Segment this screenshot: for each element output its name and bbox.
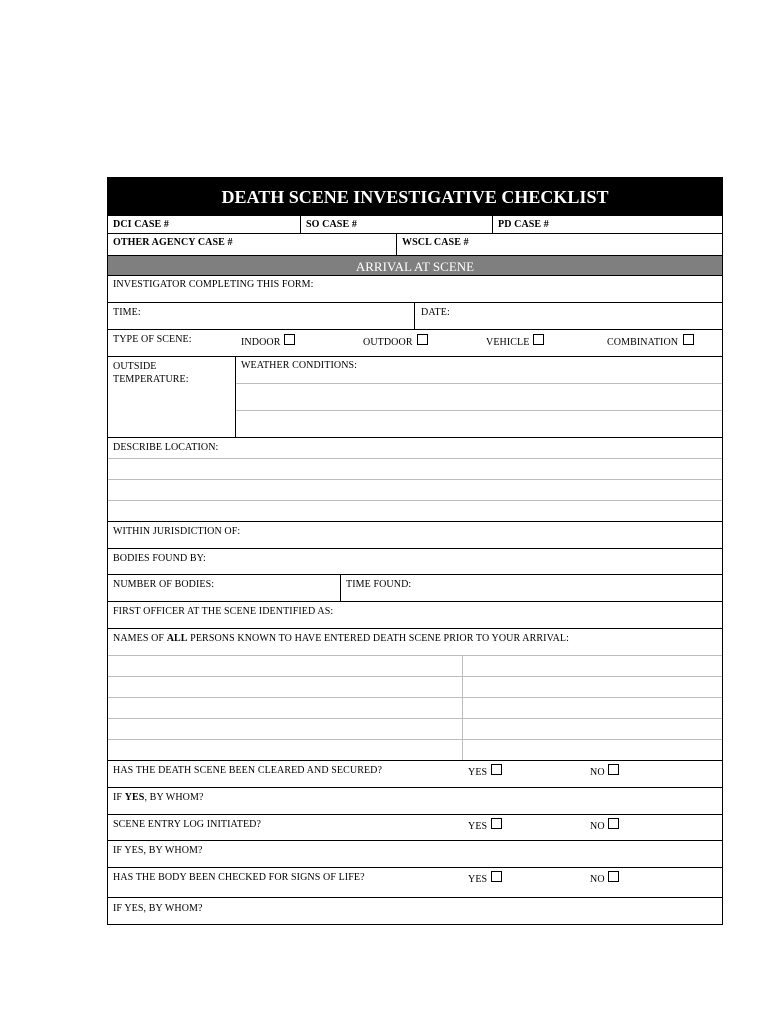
- names-line[interactable]: [108, 698, 722, 719]
- number-time-found-row: [108, 575, 722, 602]
- weather-line-2[interactable]: [236, 410, 722, 411]
- weather-line-1[interactable]: [236, 383, 722, 384]
- names-line[interactable]: [108, 656, 722, 677]
- location-line[interactable]: [108, 459, 722, 480]
- indoor-label: INDOOR: [241, 337, 281, 348]
- names-line[interactable]: [108, 740, 722, 761]
- cleared-yes-checkbox[interactable]: [491, 764, 502, 775]
- if-yes-by-whom-label: IF YES, BY WHOM?: [113, 845, 203, 856]
- within-jurisdiction-label: WITHIN JURISDICTION OF:: [113, 526, 241, 537]
- divider: [396, 234, 397, 255]
- time-label: TIME:: [113, 307, 141, 318]
- investigator-label: INVESTIGATOR COMPLETING THIS FORM:: [113, 279, 314, 290]
- entry-log-question: SCENE ENTRY LOG INITIATED?: [113, 819, 262, 830]
- so-case-label: SO CASE #: [306, 219, 357, 230]
- weather-conditions-label: WEATHER CONDITIONS:: [241, 360, 358, 371]
- signs-no-label: NO: [590, 874, 605, 885]
- type-of-scene-label: TYPE OF SCENE:: [113, 334, 192, 345]
- vehicle-checkbox[interactable]: [533, 334, 544, 345]
- first-officer-label: FIRST OFFICER AT THE SCENE IDENTIFIED AS:: [113, 606, 334, 617]
- if-yes-by-whom-label: IF YES, BY WHOM?: [113, 792, 204, 803]
- outdoor-checkbox[interactable]: [417, 334, 428, 345]
- cleared-secured-row: [108, 761, 722, 788]
- case-numbers-row-2: [108, 234, 722, 256]
- cleared-yes-label: YES: [468, 767, 488, 778]
- temperature-weather-row: [108, 357, 722, 438]
- signs-of-life-row: [108, 868, 722, 898]
- bodies-found-by-label: BODIES FOUND BY:: [113, 553, 206, 564]
- divider: [340, 575, 341, 601]
- outside-temperature-label: OUTSIDE TEMPERATURE:: [113, 361, 189, 385]
- time-date-row: [108, 303, 722, 330]
- wscl-case-label: WSCL CASE #: [402, 237, 469, 248]
- entry-log-row: [108, 815, 722, 841]
- cleared-secured-question: HAS THE DEATH SCENE BEEN CLEARED AND SECURED?: [113, 765, 383, 776]
- first-officer-row[interactable]: [108, 602, 722, 629]
- pd-case-label: PD CASE #: [498, 219, 549, 230]
- outdoor-label: OUTDOOR: [363, 337, 413, 348]
- cleared-no-checkbox[interactable]: [608, 764, 619, 775]
- divider: [492, 216, 493, 233]
- names-line[interactable]: [108, 677, 722, 698]
- vehicle-label: VEHICLE: [486, 337, 530, 348]
- names-line[interactable]: [108, 719, 722, 740]
- location-line[interactable]: [108, 501, 722, 522]
- if-yes-by-whom-row-1[interactable]: [108, 788, 722, 815]
- case-numbers-row-1: [108, 216, 722, 234]
- if-yes-by-whom-row-2[interactable]: [108, 841, 722, 868]
- checklist-form: [107, 177, 723, 925]
- location-line[interactable]: [108, 480, 722, 501]
- indoor-checkbox[interactable]: [284, 334, 295, 345]
- dci-case-label: DCI CASE #: [113, 219, 170, 230]
- cleared-no-label: NO: [590, 767, 605, 778]
- divider: [235, 357, 236, 437]
- signs-yes-label: YES: [468, 874, 488, 885]
- other-agency-case-label: OTHER AGENCY CASE #: [113, 237, 233, 248]
- combination-label: COMBINATION: [607, 337, 679, 348]
- if-yes-by-whom-label: IF YES, BY WHOM?: [113, 903, 203, 914]
- signs-yes-checkbox[interactable]: [491, 871, 502, 882]
- divider: [300, 216, 301, 233]
- entry-log-yes-checkbox[interactable]: [491, 818, 502, 829]
- if-yes-by-whom-row-3[interactable]: [108, 898, 722, 924]
- signs-no-checkbox[interactable]: [608, 871, 619, 882]
- describe-location-label: DESCRIBE LOCATION:: [113, 442, 219, 453]
- entry-log-yes-label: YES: [468, 821, 488, 832]
- section-arrival-at-scene: ARRIVAL AT SCENE: [108, 256, 722, 276]
- date-label: DATE:: [421, 307, 450, 318]
- entry-log-no-checkbox[interactable]: [608, 818, 619, 829]
- form-title: DEATH SCENE INVESTIGATIVE CHECKLIST: [108, 178, 722, 216]
- names-label: NAMES OF ALL PERSONS KNOWN TO HAVE ENTERED DEATH SCENE PRIOR TO YOUR ARRIVAL:: [113, 633, 570, 644]
- names-row: [108, 629, 722, 656]
- number-of-bodies-label: NUMBER OF BODIES:: [113, 579, 215, 590]
- jurisdiction-row[interactable]: [108, 522, 722, 549]
- combination-checkbox[interactable]: [683, 334, 694, 345]
- time-found-label: TIME FOUND:: [346, 579, 412, 590]
- describe-location-row[interactable]: [108, 438, 722, 459]
- bodies-found-by-row[interactable]: [108, 549, 722, 575]
- entry-log-no-label: NO: [590, 821, 605, 832]
- type-of-scene-row: [108, 330, 722, 357]
- signs-of-life-question: HAS THE BODY BEEN CHECKED FOR SIGNS OF LIFE?: [113, 872, 365, 883]
- divider: [414, 303, 415, 329]
- investigator-row[interactable]: [108, 276, 722, 303]
